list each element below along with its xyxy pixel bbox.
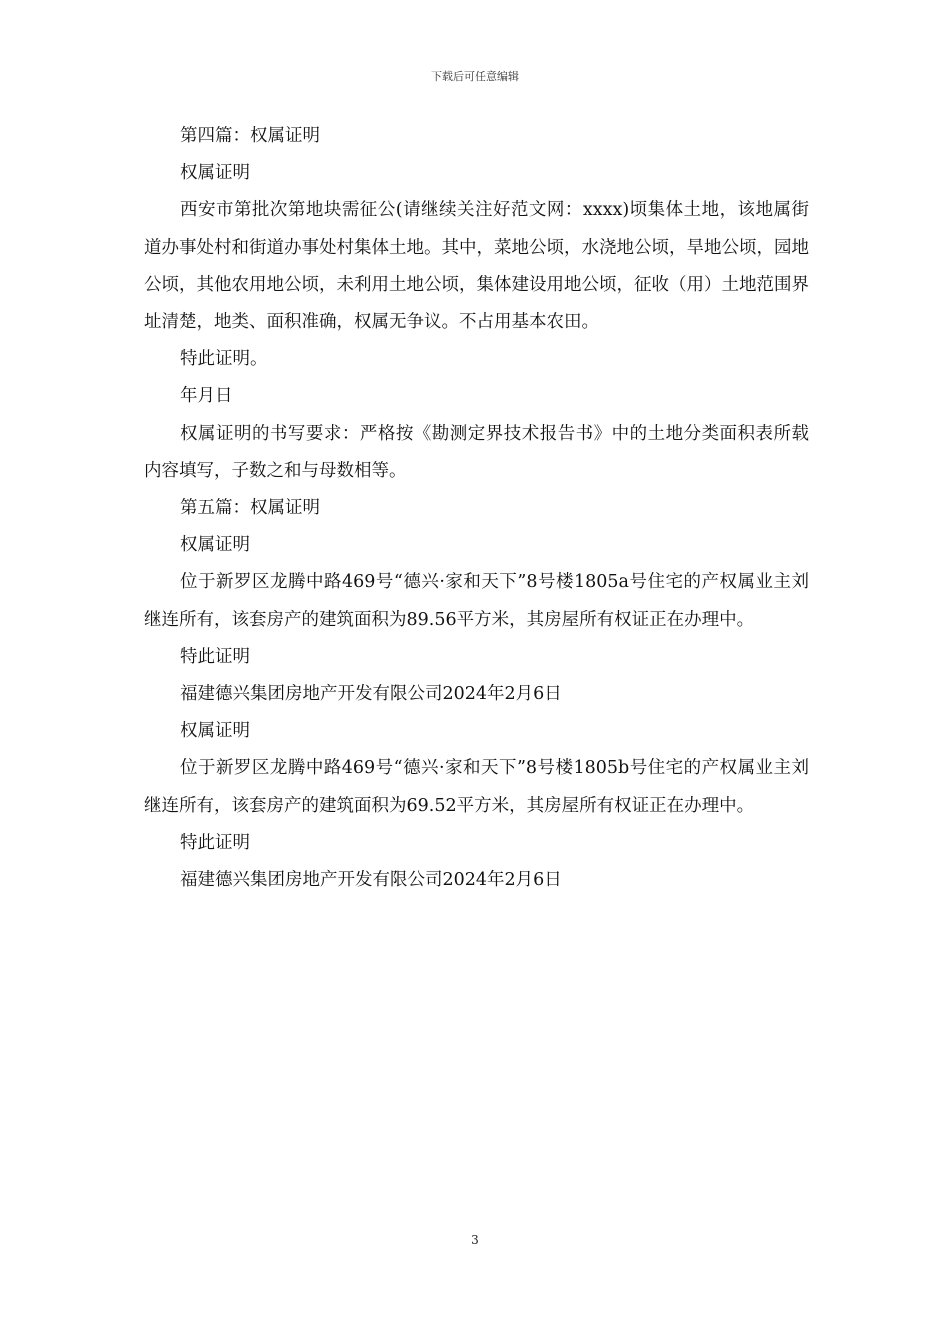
document-body <box>144 118 809 899</box>
page-number: 3 <box>471 1233 479 1247</box>
body-paragraph: 西安市第批次第地块需征公(请继续关注好范文网：xxxx)顷集体土地，该地属街道办事处村和街道办事处村集体土地。其中，菜地公顷，水浇地公顷，旱地公顷，园地公顷，其他农用地公顷，未利用土地公顷，集体建设用地公顷，征收（用）土地范围界址清楚，地类、面积准确，权属无争议。不占用基本农田。 <box>144 200 809 333</box>
certificate-title: 权属证明 <box>180 535 250 556</box>
certification-statement: 特此证明 <box>180 646 250 667</box>
body-paragraph: 权属证明的书写要求：严格按《勘测定界技术报告书》中的土地分类面积表所载内容填写，子数之和与母数相等。 <box>144 423 809 481</box>
date-line: 年月日 <box>180 386 233 407</box>
header-note: 下载后可任意编辑 <box>431 70 519 83</box>
body-paragraph: 位于新罗区龙腾中路469号“德兴·家和天下”8号楼1805a号住宅的产权属业主刘继连所有，该套房产的建筑面积为89.56平方米，其房屋所有权证正在办理中。 <box>144 572 809 630</box>
section-heading-5: 第五篇：权属证明 <box>180 498 320 519</box>
certificate-title: 权属证明 <box>180 721 250 742</box>
certificate-title: 权属证明 <box>180 163 250 184</box>
certification-statement: 特此证明 <box>180 832 250 853</box>
issuer-date-line: 福建德兴集团房地产开发有限公司2024年2月6日 <box>180 870 562 891</box>
issuer-date-line: 福建德兴集团房地产开发有限公司2024年2月6日 <box>180 684 562 705</box>
body-paragraph: 位于新罗区龙腾中路469号“德兴·家和天下”8号楼1805b号住宅的产权属业主刘继连所有，该套房产的建筑面积为69.52平方米，其房屋所有权证正在办理中。 <box>144 758 809 816</box>
section-heading-4: 第四篇：权属证明 <box>180 126 320 146</box>
certification-statement: 特此证明。 <box>180 349 268 370</box>
